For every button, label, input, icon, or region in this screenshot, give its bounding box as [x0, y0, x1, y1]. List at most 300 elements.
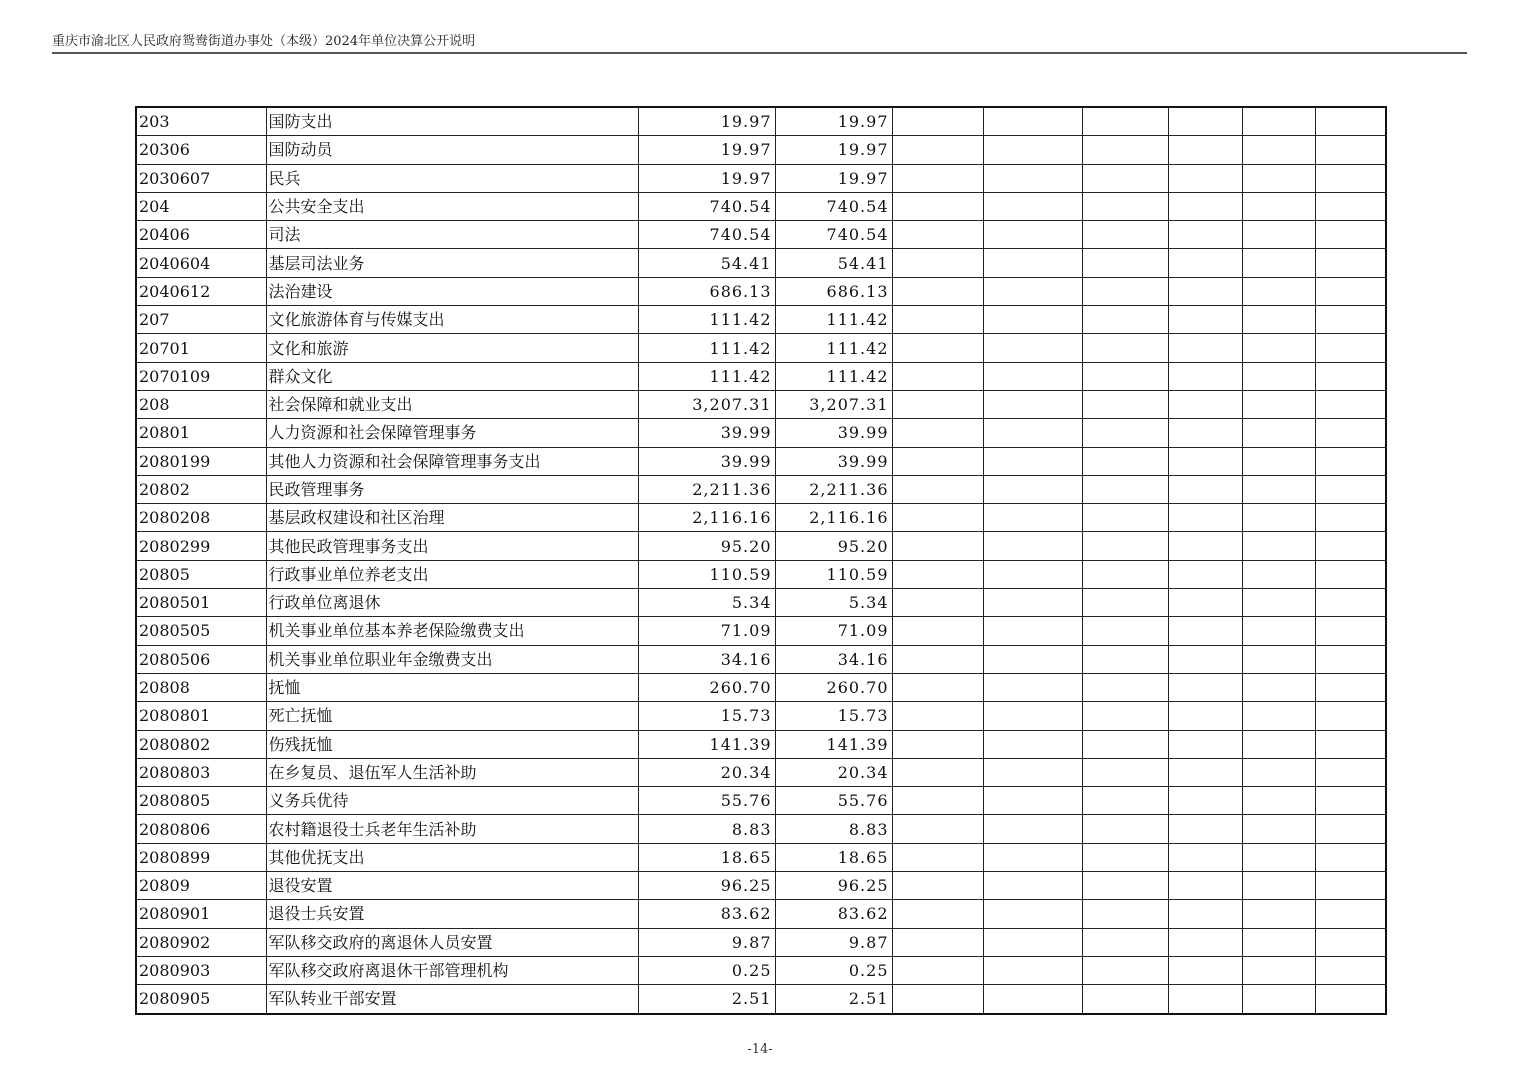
row-empty-cell: [1082, 900, 1168, 928]
row-total-cell: 111.42: [638, 334, 775, 362]
row-total-cell: 8.83: [638, 815, 775, 843]
row-total-cell: 19.97: [638, 107, 775, 136]
row-total-cell: 83.62: [638, 900, 775, 928]
row-empty-cell: [983, 730, 1082, 758]
row-empty-cell: [983, 447, 1082, 475]
row-name-cell: 农村籍退役士兵老年生活补助: [266, 815, 638, 843]
row-empty-cell: [1082, 504, 1168, 532]
row-empty-cell: [1315, 787, 1386, 815]
row-empty-cell: [892, 136, 983, 164]
row-name-cell: 行政事业单位养老支出: [266, 560, 638, 588]
row-name-cell: 民兵: [266, 164, 638, 192]
row-basic-cell: 686.13: [775, 277, 892, 305]
row-empty-cell: [1168, 136, 1242, 164]
table-row: [136, 164, 1386, 192]
row-total-cell: 260.70: [638, 673, 775, 701]
row-empty-cell: [983, 900, 1082, 928]
row-empty-cell: [1242, 362, 1315, 390]
row-empty-cell: [983, 872, 1082, 900]
row-name-cell: 机关事业单位基本养老保险缴费支出: [266, 617, 638, 645]
row-empty-cell: [892, 164, 983, 192]
row-empty-cell: [983, 560, 1082, 588]
row-empty-cell: [892, 985, 983, 1014]
table-row: [136, 136, 1386, 164]
row-name-cell: 人力资源和社会保障管理事务: [266, 419, 638, 447]
table-row: [136, 589, 1386, 617]
row-empty-cell: [1168, 843, 1242, 871]
row-total-cell: 19.97: [638, 164, 775, 192]
row-empty-cell: [1242, 419, 1315, 447]
row-total-cell: 3,207.31: [638, 390, 775, 418]
row-name-cell: 基层政权建设和社区治理: [266, 504, 638, 532]
row-basic-cell: 8.83: [775, 815, 892, 843]
row-empty-cell: [1168, 532, 1242, 560]
row-empty-cell: [1168, 928, 1242, 956]
row-empty-cell: [1315, 475, 1386, 503]
row-empty-cell: [1082, 249, 1168, 277]
row-empty-cell: [1242, 249, 1315, 277]
row-name-cell: 文化旅游体育与传媒支出: [266, 306, 638, 334]
row-code-cell: 2080801: [136, 702, 266, 730]
row-total-cell: 18.65: [638, 843, 775, 871]
row-empty-cell: [983, 787, 1082, 815]
row-empty-cell: [1168, 702, 1242, 730]
table-row: [136, 277, 1386, 305]
row-empty-cell: [892, 362, 983, 390]
row-empty-cell: [1168, 249, 1242, 277]
table-row: [136, 702, 1386, 730]
row-total-cell: 110.59: [638, 560, 775, 588]
row-basic-cell: 260.70: [775, 673, 892, 701]
row-empty-cell: [892, 475, 983, 503]
row-empty-cell: [1315, 532, 1386, 560]
row-name-cell: 社会保障和就业支出: [266, 390, 638, 418]
row-empty-cell: [1242, 787, 1315, 815]
row-empty-cell: [892, 221, 983, 249]
row-basic-cell: 2.51: [775, 985, 892, 1014]
row-name-cell: 文化和旅游: [266, 334, 638, 362]
row-empty-cell: [1315, 589, 1386, 617]
row-empty-cell: [983, 589, 1082, 617]
row-name-cell: 军队转业干部安置: [266, 985, 638, 1014]
header-divider: [52, 52, 1467, 54]
row-name-cell: 伤残抚恤: [266, 730, 638, 758]
row-empty-cell: [1315, 560, 1386, 588]
row-empty-cell: [983, 136, 1082, 164]
row-name-cell: 义务兵优待: [266, 787, 638, 815]
row-empty-cell: [1082, 192, 1168, 220]
row-empty-cell: [1242, 843, 1315, 871]
row-code-cell: 20701: [136, 334, 266, 362]
row-total-cell: 54.41: [638, 249, 775, 277]
row-empty-cell: [1082, 221, 1168, 249]
row-empty-cell: [1242, 815, 1315, 843]
row-empty-cell: [1168, 985, 1242, 1014]
table-row: [136, 504, 1386, 532]
row-code-cell: 2080199: [136, 447, 266, 475]
row-basic-cell: 111.42: [775, 334, 892, 362]
row-total-cell: 740.54: [638, 192, 775, 220]
row-empty-cell: [983, 985, 1082, 1014]
row-basic-cell: 15.73: [775, 702, 892, 730]
row-empty-cell: [1082, 702, 1168, 730]
row-empty-cell: [892, 815, 983, 843]
table-row: [136, 956, 1386, 984]
row-code-cell: 208: [136, 390, 266, 418]
table-row: [136, 928, 1386, 956]
row-empty-cell: [1315, 192, 1386, 220]
row-empty-cell: [1168, 758, 1242, 786]
row-empty-cell: [1168, 419, 1242, 447]
row-total-cell: 39.99: [638, 419, 775, 447]
row-name-cell: 基层司法业务: [266, 249, 638, 277]
row-code-cell: 20808: [136, 673, 266, 701]
row-empty-cell: [1082, 589, 1168, 617]
row-empty-cell: [1082, 362, 1168, 390]
row-empty-cell: [1315, 447, 1386, 475]
row-empty-cell: [1168, 390, 1242, 418]
row-empty-cell: [1082, 815, 1168, 843]
row-empty-cell: [1082, 475, 1168, 503]
row-empty-cell: [1242, 504, 1315, 532]
row-name-cell: 公共安全支出: [266, 192, 638, 220]
row-empty-cell: [983, 277, 1082, 305]
row-code-cell: 20809: [136, 872, 266, 900]
row-basic-cell: 20.34: [775, 758, 892, 786]
row-empty-cell: [892, 730, 983, 758]
row-code-cell: 2080805: [136, 787, 266, 815]
table-row: [136, 532, 1386, 560]
row-empty-cell: [1315, 419, 1386, 447]
row-empty-cell: [1082, 447, 1168, 475]
row-empty-cell: [892, 787, 983, 815]
row-empty-cell: [1315, 617, 1386, 645]
row-empty-cell: [1315, 249, 1386, 277]
row-empty-cell: [892, 249, 983, 277]
row-empty-cell: [1315, 645, 1386, 673]
row-empty-cell: [1315, 673, 1386, 701]
row-empty-cell: [1082, 136, 1168, 164]
row-empty-cell: [1242, 673, 1315, 701]
row-name-cell: 军队移交政府的离退休人员安置: [266, 928, 638, 956]
row-empty-cell: [983, 532, 1082, 560]
row-code-cell: 20801: [136, 419, 266, 447]
row-empty-cell: [1242, 645, 1315, 673]
row-empty-cell: [1168, 192, 1242, 220]
row-empty-cell: [1082, 645, 1168, 673]
row-empty-cell: [1168, 164, 1242, 192]
table-row: [136, 815, 1386, 843]
row-empty-cell: [1315, 504, 1386, 532]
row-basic-cell: 96.25: [775, 872, 892, 900]
row-basic-cell: 54.41: [775, 249, 892, 277]
budget-table-body: [136, 107, 1386, 1014]
row-empty-cell: [1315, 730, 1386, 758]
row-empty-cell: [1082, 164, 1168, 192]
row-empty-cell: [1315, 107, 1386, 136]
row-name-cell: 抚恤: [266, 673, 638, 701]
row-empty-cell: [1315, 956, 1386, 984]
table-row: [136, 787, 1386, 815]
row-empty-cell: [892, 390, 983, 418]
table-row: [136, 249, 1386, 277]
row-total-cell: 2.51: [638, 985, 775, 1014]
table-row: [136, 447, 1386, 475]
row-empty-cell: [892, 504, 983, 532]
row-empty-cell: [1168, 362, 1242, 390]
row-empty-cell: [892, 872, 983, 900]
row-empty-cell: [1242, 900, 1315, 928]
row-empty-cell: [983, 334, 1082, 362]
row-empty-cell: [1242, 589, 1315, 617]
table-row: [136, 617, 1386, 645]
row-code-cell: 2040604: [136, 249, 266, 277]
row-empty-cell: [1315, 843, 1386, 871]
row-basic-cell: 95.20: [775, 532, 892, 560]
row-total-cell: 34.16: [638, 645, 775, 673]
table-row: [136, 107, 1386, 136]
row-empty-cell: [983, 107, 1082, 136]
row-basic-cell: 19.97: [775, 136, 892, 164]
row-name-cell: 死亡抚恤: [266, 702, 638, 730]
row-empty-cell: [1242, 532, 1315, 560]
table-row: [136, 985, 1386, 1014]
table-row: [136, 560, 1386, 588]
row-basic-cell: 34.16: [775, 645, 892, 673]
row-total-cell: 95.20: [638, 532, 775, 560]
row-empty-cell: [1315, 758, 1386, 786]
row-empty-cell: [1082, 928, 1168, 956]
row-basic-cell: 2,116.16: [775, 504, 892, 532]
row-name-cell: 其他优抚支出: [266, 843, 638, 871]
row-code-cell: 2080501: [136, 589, 266, 617]
row-empty-cell: [1242, 758, 1315, 786]
row-basic-cell: 55.76: [775, 787, 892, 815]
row-empty-cell: [1082, 787, 1168, 815]
row-code-cell: 20802: [136, 475, 266, 503]
row-code-cell: 204: [136, 192, 266, 220]
row-code-cell: 2080505: [136, 617, 266, 645]
row-empty-cell: [1168, 589, 1242, 617]
row-empty-cell: [983, 843, 1082, 871]
row-empty-cell: [1242, 928, 1315, 956]
row-name-cell: 国防支出: [266, 107, 638, 136]
row-empty-cell: [983, 419, 1082, 447]
row-empty-cell: [983, 702, 1082, 730]
table-row: [136, 306, 1386, 334]
row-empty-cell: [892, 447, 983, 475]
row-name-cell: 国防动员: [266, 136, 638, 164]
row-empty-cell: [1242, 277, 1315, 305]
row-empty-cell: [1242, 136, 1315, 164]
row-empty-cell: [892, 673, 983, 701]
row-total-cell: 2,211.36: [638, 475, 775, 503]
row-empty-cell: [892, 758, 983, 786]
row-code-cell: 2080905: [136, 985, 266, 1014]
row-empty-cell: [1315, 702, 1386, 730]
row-basic-cell: 110.59: [775, 560, 892, 588]
row-empty-cell: [983, 249, 1082, 277]
row-empty-cell: [1082, 306, 1168, 334]
row-empty-cell: [1242, 306, 1315, 334]
row-empty-cell: [1168, 221, 1242, 249]
row-empty-cell: [892, 419, 983, 447]
row-empty-cell: [1242, 334, 1315, 362]
row-empty-cell: [1242, 390, 1315, 418]
row-empty-cell: [1315, 334, 1386, 362]
row-empty-cell: [1315, 164, 1386, 192]
row-code-cell: 2080902: [136, 928, 266, 956]
row-total-cell: 19.97: [638, 136, 775, 164]
row-code-cell: 203: [136, 107, 266, 136]
row-empty-cell: [983, 221, 1082, 249]
row-empty-cell: [1168, 872, 1242, 900]
row-empty-cell: [1315, 985, 1386, 1014]
row-empty-cell: [983, 306, 1082, 334]
row-empty-cell: [1082, 107, 1168, 136]
row-empty-cell: [1082, 277, 1168, 305]
row-empty-cell: [1082, 334, 1168, 362]
row-empty-cell: [892, 928, 983, 956]
row-code-cell: 2080802: [136, 730, 266, 758]
row-code-cell: 2080299: [136, 532, 266, 560]
row-name-cell: 民政管理事务: [266, 475, 638, 503]
row-empty-cell: [892, 617, 983, 645]
row-empty-cell: [1168, 815, 1242, 843]
row-empty-cell: [983, 956, 1082, 984]
row-empty-cell: [1242, 872, 1315, 900]
row-name-cell: 其他人力资源和社会保障管理事务支出: [266, 447, 638, 475]
row-empty-cell: [1315, 815, 1386, 843]
row-basic-cell: 2,211.36: [775, 475, 892, 503]
row-empty-cell: [1242, 164, 1315, 192]
row-empty-cell: [892, 334, 983, 362]
row-empty-cell: [983, 645, 1082, 673]
row-name-cell: 机关事业单位职业年金缴费支出: [266, 645, 638, 673]
page-number: -14-: [747, 1042, 773, 1057]
row-empty-cell: [1315, 872, 1386, 900]
row-basic-cell: 740.54: [775, 192, 892, 220]
row-empty-cell: [1315, 306, 1386, 334]
row-empty-cell: [892, 192, 983, 220]
row-empty-cell: [1168, 617, 1242, 645]
table-row: [136, 221, 1386, 249]
table-row: [136, 900, 1386, 928]
row-code-cell: 20805: [136, 560, 266, 588]
row-empty-cell: [983, 390, 1082, 418]
row-basic-cell: 83.62: [775, 900, 892, 928]
row-empty-cell: [892, 107, 983, 136]
row-empty-cell: [1168, 900, 1242, 928]
row-empty-cell: [892, 589, 983, 617]
budget-table: [135, 106, 1387, 1015]
row-empty-cell: [1242, 221, 1315, 249]
row-empty-cell: [892, 843, 983, 871]
row-basic-cell: 39.99: [775, 447, 892, 475]
row-name-cell: 司法: [266, 221, 638, 249]
row-basic-cell: 0.25: [775, 956, 892, 984]
row-empty-cell: [892, 532, 983, 560]
row-empty-cell: [892, 702, 983, 730]
row-empty-cell: [1315, 221, 1386, 249]
row-empty-cell: [1082, 985, 1168, 1014]
row-basic-cell: 740.54: [775, 221, 892, 249]
row-basic-cell: 141.39: [775, 730, 892, 758]
row-empty-cell: [1082, 617, 1168, 645]
row-code-cell: 2070109: [136, 362, 266, 390]
row-empty-cell: [1168, 673, 1242, 701]
row-basic-cell: 9.87: [775, 928, 892, 956]
row-name-cell: 行政单位离退休: [266, 589, 638, 617]
page-header-title: 重庆市渝北区人民政府鸳鸯街道办事处（本级）2024年单位决算公开说明: [52, 34, 476, 49]
row-empty-cell: [1242, 192, 1315, 220]
table-row: [136, 390, 1386, 418]
row-total-cell: 0.25: [638, 956, 775, 984]
row-empty-cell: [1168, 107, 1242, 136]
table-row: [136, 843, 1386, 871]
row-total-cell: 39.99: [638, 447, 775, 475]
row-empty-cell: [1242, 730, 1315, 758]
row-empty-cell: [892, 956, 983, 984]
row-empty-cell: [1168, 306, 1242, 334]
row-empty-cell: [1082, 730, 1168, 758]
row-empty-cell: [1242, 560, 1315, 588]
row-code-cell: 2080899: [136, 843, 266, 871]
row-code-cell: 2030607: [136, 164, 266, 192]
row-basic-cell: 18.65: [775, 843, 892, 871]
row-empty-cell: [1168, 730, 1242, 758]
row-basic-cell: 111.42: [775, 362, 892, 390]
row-empty-cell: [1315, 277, 1386, 305]
row-total-cell: 5.34: [638, 589, 775, 617]
row-code-cell: 2080901: [136, 900, 266, 928]
row-empty-cell: [1242, 447, 1315, 475]
row-empty-cell: [1242, 475, 1315, 503]
row-total-cell: 2,116.16: [638, 504, 775, 532]
row-empty-cell: [1082, 560, 1168, 588]
row-basic-cell: 19.97: [775, 164, 892, 192]
row-empty-cell: [1242, 702, 1315, 730]
table-row: [136, 872, 1386, 900]
row-empty-cell: [983, 673, 1082, 701]
row-empty-cell: [1315, 136, 1386, 164]
row-code-cell: 2080803: [136, 758, 266, 786]
row-empty-cell: [1315, 900, 1386, 928]
row-empty-cell: [983, 475, 1082, 503]
row-total-cell: 111.42: [638, 306, 775, 334]
row-empty-cell: [1168, 277, 1242, 305]
row-code-cell: 2080208: [136, 504, 266, 532]
row-empty-cell: [983, 928, 1082, 956]
row-empty-cell: [892, 277, 983, 305]
row-empty-cell: [1082, 532, 1168, 560]
row-empty-cell: [1082, 956, 1168, 984]
row-total-cell: 740.54: [638, 221, 775, 249]
row-total-cell: 96.25: [638, 872, 775, 900]
row-total-cell: 141.39: [638, 730, 775, 758]
row-name-cell: 在乡复员、退伍军人生活补助: [266, 758, 638, 786]
row-empty-cell: [1082, 872, 1168, 900]
row-basic-cell: 111.42: [775, 306, 892, 334]
table-row: [136, 758, 1386, 786]
row-name-cell: 退役士兵安置: [266, 900, 638, 928]
table-row: [136, 192, 1386, 220]
row-total-cell: 111.42: [638, 362, 775, 390]
row-empty-cell: [1168, 334, 1242, 362]
row-empty-cell: [983, 504, 1082, 532]
table-row: [136, 334, 1386, 362]
row-code-cell: 2040612: [136, 277, 266, 305]
